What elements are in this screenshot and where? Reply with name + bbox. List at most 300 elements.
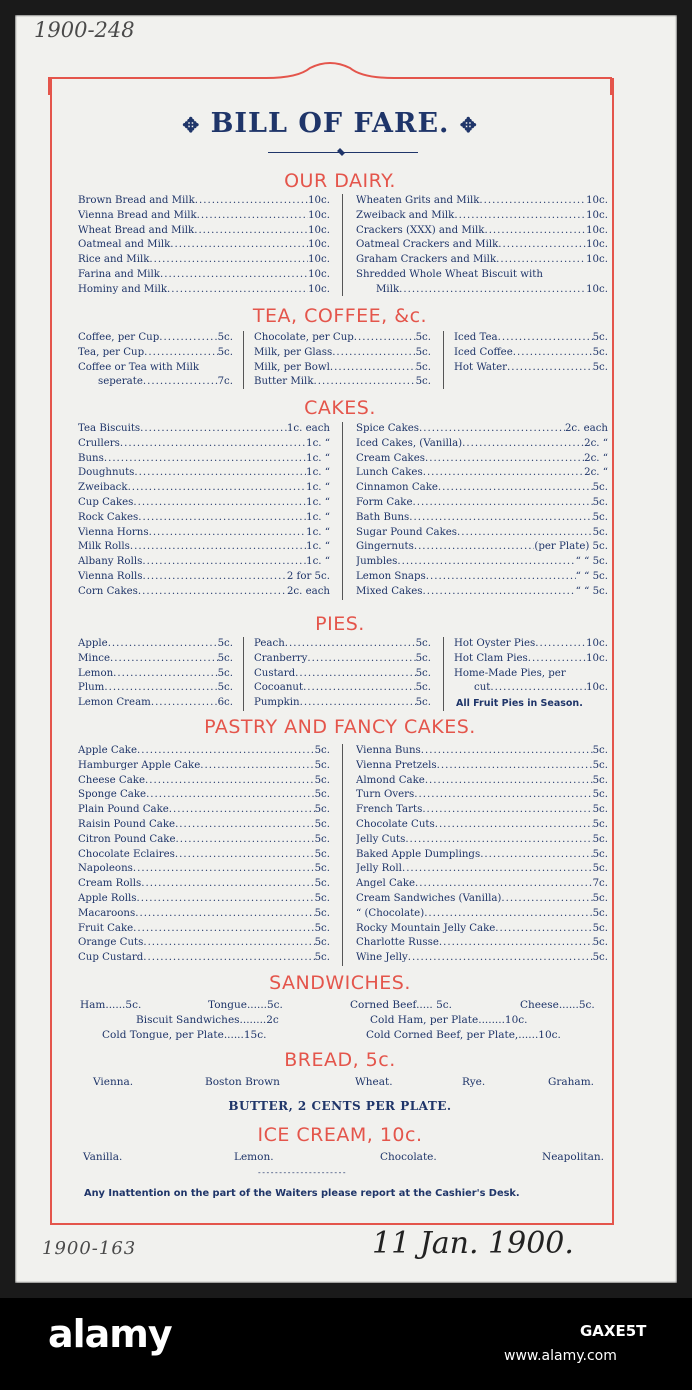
menu-item-name: Jelly Cuts [356, 833, 406, 845]
dot-leader [498, 331, 593, 346]
menu-item-price: 5c. [592, 482, 608, 494]
dot-leader [535, 637, 586, 652]
sandwich-cold-corned-beef: Cold Corned Beef, per Plate,......10c. [366, 1029, 561, 1041]
menu-item-name: Napoleons [78, 863, 133, 875]
menu-item-price: 5c. [314, 863, 330, 875]
menu-title [110, 108, 550, 139]
menu-item-price: 5c. [592, 759, 608, 771]
menu-item [78, 681, 233, 696]
menu-item-price: 5c. [592, 346, 608, 358]
dot-leader [484, 224, 586, 239]
menu-item-price: 5c. [217, 652, 233, 664]
menu-item [78, 253, 330, 268]
menu-item [356, 481, 608, 496]
sandwich-ham: Ham......5c. [80, 999, 142, 1011]
sandwich-cold-ham: Cold Ham, per Plate........10c. [370, 1014, 528, 1026]
dot-leader [425, 774, 593, 789]
annotation-date: 11 Jan. 1900. [372, 1226, 574, 1261]
menu-item-name: Cinnamon Cake [356, 482, 438, 494]
menu-item-price: 1c. “ [306, 467, 330, 479]
menu-item-name: Hominy and Milk [78, 283, 168, 295]
menu-item-price: 10c. [586, 682, 608, 694]
menu-item [356, 466, 608, 481]
menu-item-price: 5c. [314, 759, 330, 771]
menu-item-name: Shredded Whole Wheat Biscuit with [356, 268, 543, 280]
dot-leader [402, 862, 593, 877]
dot-leader [397, 555, 575, 570]
menu-item-price: “ “ 5c. [575, 585, 608, 597]
menu-item [356, 848, 608, 863]
menu-item-price: 7c. [217, 376, 233, 388]
menu-item-price: 5c. [217, 667, 233, 679]
menu-item-price: 5c. [592, 774, 608, 786]
menu-item-name: cut [474, 682, 491, 694]
menu-item-name: Zweiback [78, 482, 128, 494]
menu-item [356, 511, 608, 526]
dot-leader [479, 194, 586, 209]
dot-leader [145, 774, 315, 789]
dot-leader [462, 437, 584, 452]
dot-leader [332, 346, 415, 361]
dot-leader [175, 833, 314, 848]
menu-item-name: Lemon Cream [78, 697, 151, 709]
dot-leader [138, 585, 287, 600]
menu-item [78, 848, 330, 863]
menu-item [454, 637, 608, 652]
menu-item-price: 5c. [592, 952, 608, 964]
menu-item-name: Cheese Cake [78, 774, 145, 786]
menu-item-name: Farina and Milk [78, 268, 160, 280]
menu-item-price: 5c. [592, 937, 608, 949]
menu-item-price: 5c. [314, 922, 330, 934]
ice-cream-vanilla: Vanilla. [83, 1151, 123, 1163]
dot-leader [507, 361, 593, 376]
dot-leader [135, 907, 314, 922]
menu-item-price: 5c. [314, 907, 330, 919]
menu-item-name: Lemon Snaps [356, 570, 426, 582]
menu-item-name: Chocolate Cuts [356, 818, 435, 830]
menu-item-name: Coffee, per Cup [78, 332, 160, 343]
menu-item-name: Wheat Bread and Milk [78, 224, 195, 236]
menu-item-name: Milk, per Bowl [254, 361, 330, 373]
menu-item [356, 862, 608, 877]
menu-item-price: 2c. each [564, 423, 608, 434]
menu-item-price: 5c. [217, 332, 233, 343]
menu-item-name: Mince [78, 652, 110, 664]
menu-item [254, 696, 431, 711]
image-id: GAXE5T [580, 1322, 647, 1340]
dot-leader [438, 481, 593, 496]
menu-item-name: Coffee or Tea with Milk [78, 361, 200, 373]
cashier-notice: Any Inattention on the part of the Waiters please report at the Cashier's Desk. [84, 1188, 520, 1199]
menu-item [454, 681, 608, 696]
menu-item-name: Milk [376, 283, 400, 295]
menu-item-name: Orange Cuts [78, 937, 144, 949]
menu-item-price: 5c. [314, 789, 330, 801]
menu-item-name: Macaroons [78, 907, 136, 919]
heading-ice-cream: ICE CREAM, 10c. [257, 1124, 423, 1146]
dot-leader [285, 637, 416, 652]
dot-leader [133, 922, 314, 937]
butter-price: BUTTER, 2 CENTS PER PLATE. [228, 1099, 452, 1113]
menu-item-price: 10c. [308, 224, 330, 236]
menu-item-name: Turn Overs [356, 789, 415, 801]
pastry-left-list [78, 744, 330, 966]
menu-item-price: 5c. [314, 937, 330, 949]
menu-item-name: “ (Chocolate) [356, 907, 425, 919]
menu-item-name: Raisin Pound Cake [78, 818, 176, 830]
menu-item [356, 496, 608, 511]
menu-item [356, 759, 608, 774]
menu-item [254, 346, 431, 361]
menu-item-name: Crackers (XXX) and Milk [356, 224, 485, 236]
menu-item [356, 803, 608, 818]
menu-item-name: Hot Clam Pies [454, 652, 528, 664]
menu-item-price: 1c. “ [306, 556, 330, 568]
menu-item-name: Lunch Cakes [356, 467, 423, 479]
divider [443, 331, 444, 389]
dot-leader [108, 637, 218, 652]
menu-item-price: 5c. [592, 789, 608, 801]
dot-leader [409, 511, 592, 526]
menu-item-price: 5c. [314, 804, 330, 816]
menu-item-name: Bath Buns [356, 511, 410, 523]
menu-item-price: 5c. [415, 376, 431, 388]
menu-item-name: Baked Apple Dumplings [356, 848, 481, 860]
menu-item-price: 5c. [314, 818, 330, 830]
dairy-left-list [78, 194, 330, 298]
menu-item-price: 5c. [592, 922, 608, 934]
dot-leader [457, 526, 593, 541]
dot-leader [113, 667, 217, 682]
dot-leader [137, 744, 315, 759]
dot-leader [414, 788, 592, 803]
menu-item-name: Cocoanut [254, 682, 304, 694]
menu-item [78, 922, 330, 937]
menu-item [78, 774, 330, 789]
dot-leader [151, 696, 218, 711]
heading-pies: PIES. [315, 613, 365, 635]
menu-item [254, 667, 431, 682]
cakes-left-list [78, 422, 330, 600]
menu-item-name: Pumpkin [254, 697, 300, 709]
menu-item-name: Iced Cakes, (Vanilla) [356, 437, 463, 449]
menu-item-price: 1c. “ [306, 452, 330, 464]
menu-item-name: Citron Pound Cake [78, 833, 176, 845]
cakes-right-list [356, 422, 608, 600]
menu-item [78, 652, 233, 667]
menu-item-name: Cup Custard [78, 952, 144, 964]
menu-item-price: 5c. [592, 892, 608, 904]
menu-item-name: Tea Biscuits [78, 423, 141, 434]
menu-item [78, 224, 330, 239]
menu-item-name: Vienna Horns [78, 526, 149, 538]
menu-item [78, 936, 330, 951]
menu-item [254, 652, 431, 667]
menu-item-name: Tea, per Cup [78, 346, 145, 358]
menu-item-price: 5c. [592, 848, 608, 860]
menu-item [78, 452, 330, 467]
menu-item-name: Brown Bread and Milk [78, 195, 195, 206]
dot-leader [295, 667, 415, 682]
menu-item [78, 526, 330, 541]
dot-leader [495, 922, 592, 937]
dot-leader [110, 652, 218, 667]
bread-boston-brown: Boston Brown [205, 1076, 280, 1088]
heading-dairy: OUR DAIRY. [284, 170, 396, 192]
dot-leader [134, 466, 306, 481]
menu-item-price: 10c. [586, 638, 608, 649]
menu-item-name: Corn Cakes [78, 585, 138, 597]
dot-leader [200, 759, 314, 774]
menu-item-name: Albany Rolls [78, 556, 143, 568]
dot-leader [195, 194, 308, 209]
menu-item [356, 555, 608, 570]
title-text: BILL OF FARE. [210, 108, 450, 139]
menu-item-price: 5c. [217, 346, 233, 358]
menu-item-price: 5c. [592, 361, 608, 373]
pies-col1-list [78, 637, 233, 711]
menu-item-price: 10c. [586, 239, 608, 251]
menu-item [78, 437, 330, 452]
menu-item [454, 652, 608, 667]
ice-cream-neapolitan: Neapolitan. [542, 1151, 605, 1163]
dashed-rule: - - - - - - - - - - - - - - - - - - - - - [258, 1168, 346, 1177]
menu-item [454, 346, 608, 361]
menu-item-price: 5c. [314, 833, 330, 845]
menu-item-price: 5c. [592, 332, 608, 343]
bread-wheat: Wheat. [355, 1076, 393, 1088]
divider [342, 194, 343, 296]
dot-leader [419, 422, 565, 437]
menu-item [356, 744, 608, 759]
menu-item-price: 10c. [308, 239, 330, 251]
menu-item-price: “ “ 5c. [575, 570, 608, 582]
dot-leader [314, 375, 416, 390]
divider [342, 422, 343, 600]
menu-item [356, 253, 608, 268]
menu-item-name: Home-Made Pies, per [454, 667, 566, 679]
dot-leader [104, 681, 217, 696]
dot-leader [194, 224, 308, 239]
menu-item-price: 10c. [308, 254, 330, 266]
menu-item [78, 496, 330, 511]
menu-item [356, 877, 608, 892]
menu-item-name: seperate [98, 376, 143, 388]
menu-item-price: 7c. [592, 878, 608, 890]
annotation-top-left: 1900-248 [34, 18, 135, 42]
menu-item [356, 238, 608, 253]
menu-item-name: Cream Sandwiches (Vanilla) [356, 892, 502, 904]
dot-leader [435, 818, 593, 833]
menu-item-name: Rocky Mountain Jelly Cake [356, 922, 496, 934]
dot-leader [170, 238, 308, 253]
menu-item [78, 361, 233, 376]
menu-item [78, 744, 330, 759]
heading-sandwiches: SANDWICHES. [269, 972, 411, 994]
menu-item-name: Apple Rolls [78, 892, 137, 904]
menu-item-name: Peach [254, 638, 285, 649]
menu-item [78, 540, 330, 555]
menu-item-name: Crullers [78, 437, 120, 449]
dot-leader [408, 951, 593, 966]
menu-item-price: 1c. “ [306, 482, 330, 494]
dot-leader [133, 862, 315, 877]
menu-item-name: Apple [78, 638, 108, 649]
menu-item [78, 209, 330, 224]
menu-item-price: 5c. [415, 361, 431, 373]
menu-item [454, 331, 608, 346]
dot-leader [146, 788, 315, 803]
divider [243, 637, 244, 711]
menu-item-price: 5c. [592, 907, 608, 919]
dot-leader [426, 570, 576, 585]
menu-item-price: 1c. “ [306, 437, 330, 449]
menu-item [356, 818, 608, 833]
dot-leader [149, 253, 308, 268]
dot-leader [300, 696, 416, 711]
heading-cakes: CAKES. [304, 397, 376, 419]
menu-item [78, 667, 233, 682]
dot-leader [490, 681, 586, 696]
menu-item-name: Vienna Buns [356, 745, 421, 756]
menu-item [78, 570, 330, 585]
menu-item [356, 833, 608, 848]
menu-item-price: 10c. [308, 195, 330, 206]
annotation-bottom-left: 1900-163 [42, 1238, 137, 1259]
menu-item-price: 5c. [592, 863, 608, 875]
ornament-right-icon: ✥ [459, 113, 478, 137]
menu-item-price: 5c. [314, 745, 330, 756]
menu-item-name: Buns [78, 452, 104, 464]
menu-item-price: 5c. [415, 638, 431, 649]
menu-item-name: Charlotte Russe [356, 937, 439, 949]
menu-item [356, 437, 608, 452]
ice-cream-lemon: Lemon. [234, 1151, 274, 1163]
menu-item [356, 540, 608, 555]
sandwich-biscuit: Biscuit Sandwiches........2c [136, 1014, 279, 1026]
heading-pastry: PASTRY AND FANCY CAKES. [204, 716, 476, 738]
pies-col3-list [454, 637, 608, 696]
dot-leader [414, 540, 535, 555]
dot-leader [143, 936, 314, 951]
menu-item-price: 10c. [586, 283, 608, 295]
menu-item-name: Form Cake [356, 496, 413, 508]
dot-leader [424, 907, 592, 922]
sandwich-corned-beef: Corned Beef..... 5c. [350, 999, 452, 1011]
tea-col3-list [454, 331, 608, 375]
menu-item [356, 422, 608, 437]
menu-item-name: Iced Coffee [454, 346, 513, 358]
menu-item [356, 936, 608, 951]
menu-item-name: Graham Crackers and Milk [356, 254, 497, 266]
menu-item-price: 5c. [415, 346, 431, 358]
dot-leader [197, 209, 308, 224]
dot-leader [496, 253, 586, 268]
heading-bread: BREAD, 5c. [284, 1049, 396, 1071]
menu-item [78, 696, 233, 711]
menu-item-price: 5c. [314, 952, 330, 964]
menu-item [78, 346, 233, 361]
tea-col1-list [78, 331, 233, 390]
menu-item [78, 238, 330, 253]
dot-leader [141, 877, 314, 892]
dot-leader [143, 951, 314, 966]
alamy-url: www.alamy.com [504, 1348, 617, 1364]
pies-col2-list [254, 637, 431, 711]
dot-leader [159, 331, 217, 346]
menu-item-price: 5c. [415, 332, 431, 343]
pastry-right-list [356, 744, 608, 966]
menu-item [78, 481, 330, 496]
menu-item-name: Mixed Cakes [356, 585, 423, 597]
divider [342, 744, 343, 966]
dot-leader [405, 833, 592, 848]
menu-item [356, 788, 608, 803]
menu-item [356, 268, 608, 283]
dot-leader [480, 848, 592, 863]
menu-item [78, 555, 330, 570]
menu-item-name: Chocolate, per Cup [254, 332, 354, 343]
menu-item-price: 5c. [314, 848, 330, 860]
menu-item-price: 5c. [415, 667, 431, 679]
dot-leader [421, 744, 593, 759]
menu-item-price: 5c. [415, 652, 431, 664]
menu-item [78, 194, 330, 209]
menu-item-name: Plum [78, 682, 105, 694]
dot-leader [513, 346, 593, 361]
menu-item-name: Custard [254, 667, 296, 679]
menu-item-name: Oatmeal Crackers and Milk [356, 239, 499, 251]
menu-item-price: 2c. “ [584, 437, 608, 449]
menu-item-name: Hamburger Apple Cake [78, 759, 201, 771]
menu-item-name: Plain Pound Cake [78, 804, 169, 816]
menu-item [356, 452, 608, 467]
sandwich-tongue: Tongue......5c. [208, 999, 283, 1011]
tea-col2-list [254, 331, 431, 390]
menu-item-price: 10c. [308, 268, 330, 280]
menu-item-price: 5c. [592, 745, 608, 756]
dot-leader [330, 361, 416, 376]
dot-leader [138, 511, 306, 526]
heading-tea-coffee: TEA, COFFEE, &c. [252, 305, 428, 327]
menu-item-price: 10c. [308, 209, 330, 221]
menu-item [78, 422, 330, 437]
divider [443, 637, 444, 711]
dot-leader [136, 892, 314, 907]
menu-item-name: Iced Tea [454, 332, 498, 343]
dot-leader [104, 452, 306, 467]
menu-item-price: 5c. [314, 878, 330, 890]
menu-item [254, 361, 431, 376]
menu-item [78, 892, 330, 907]
menu-item [78, 511, 330, 526]
menu-item-name: Chocolate Eclaires [78, 848, 175, 860]
menu-item [78, 331, 233, 346]
menu-item-name: Jumbles [356, 556, 398, 568]
menu-item [78, 862, 330, 877]
menu-item [78, 833, 330, 848]
menu-item-name: Angel Cake [356, 878, 416, 890]
menu-item-name: Wheaten Grits and Milk [356, 195, 480, 206]
menu-item [78, 788, 330, 803]
menu-item [78, 951, 330, 966]
menu-item-price: 2c. “ [584, 467, 608, 479]
menu-item-name: Zweiback and Milk [356, 209, 455, 221]
menu-item-price: 5c. [217, 682, 233, 694]
menu-item-name: Doughnuts [78, 467, 135, 479]
bread-vienna: Vienna. [93, 1076, 134, 1088]
